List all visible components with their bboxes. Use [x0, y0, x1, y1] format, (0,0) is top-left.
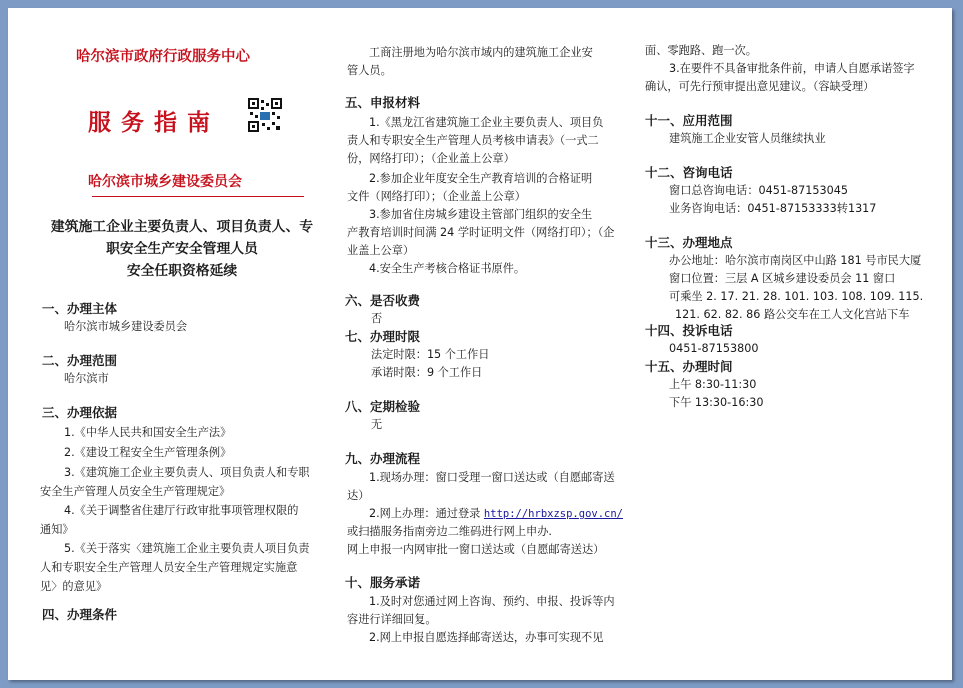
section-text: 管人员。 — [347, 64, 392, 77]
online-process-label: 2.网上办理：通过登录 — [369, 507, 484, 520]
section-heading: 五、申报材料 — [345, 95, 421, 110]
online-service-link[interactable]: http://hrbxzsp.gov.cn/ — [483, 508, 623, 520]
process-item: 网上申报一内网审批一窗口送达或（自愿邮寄送达） — [347, 543, 605, 556]
promise-item: 面、零跑路、跑一次。 — [645, 44, 757, 57]
column-right — [645, 8, 945, 680]
column-left — [36, 8, 328, 680]
section-text: 无 — [371, 418, 383, 431]
phone-line: 0451-87153800 — [669, 342, 759, 355]
material-item: 4.安全生产考核合格证书原件。 — [369, 262, 526, 275]
column-middle — [341, 8, 633, 680]
section-heading: 九、办理流程 — [345, 451, 421, 466]
section-heading: 一、办理主体 — [42, 301, 118, 316]
material-item: 1.《黑龙江省建筑施工企业主要负责人、项目负 — [369, 116, 604, 129]
basis-item: 人和专职安全生产管理人员安全生产管理规定实施意 — [40, 561, 298, 574]
address-line: 办公地址：哈尔滨市南岗区中山路 181 号市民大厦 — [669, 254, 922, 267]
section-text: 建筑施工企业安管人员继续执业 — [669, 132, 826, 145]
section-text: 工商注册地为哈尔滨市域内的建筑施工企业安 — [369, 46, 593, 59]
red-divider — [92, 196, 304, 197]
document-title-line-3: 安全任职资格延续 — [126, 263, 238, 279]
material-item: 业盖上公章） — [347, 244, 415, 257]
basis-item: 1.《中华人民共和国安全生产法》 — [64, 426, 232, 439]
section-heading: 四、办理条件 — [42, 607, 118, 622]
document-page — [8, 8, 952, 680]
org-name: 哈尔滨市政府行政服务中心 — [76, 48, 250, 65]
phone-line: 业务咨询电话：0451-87153333转1317 — [669, 202, 877, 215]
section-text: 承诺时限：9 个工作日 — [371, 366, 483, 379]
material-item: 文件（网络打印）；（企业盖上公章） — [347, 190, 526, 203]
process-item: 或扫描服务指南旁边二维码进行网上申办. — [347, 525, 552, 538]
material-item: 责人和专职安全生产管理人员考核申请表》（一式二 — [347, 134, 599, 147]
process-item — [369, 505, 623, 523]
section-text: 否 — [371, 312, 383, 325]
section-text: 法定时限：15 个工作日 — [371, 348, 490, 361]
section-heading: 十三、办理地点 — [645, 235, 733, 250]
section-heading: 十、服务承诺 — [345, 575, 421, 590]
section-heading: 七、办理时限 — [345, 329, 421, 344]
section-heading: 十二、咨询电话 — [645, 165, 733, 180]
process-item: 1.现场办理：窗口受理一窗口送达或（自愿邮寄送 — [369, 471, 615, 484]
basis-item: 见〉的意见》 — [40, 580, 108, 593]
document-title-line-2: 职安全生产安全管理人员 — [106, 241, 258, 257]
phone-line: 窗口总咨询电话：0451-87153045 — [669, 184, 848, 197]
basis-item: 3.《建筑施工企业主要负责人、项目负责人和专职 — [64, 466, 310, 479]
qr-code-icon[interactable] — [248, 98, 282, 132]
material-item: 产教育培训时间满 24 学时证明文件（网络打印）；（企 — [347, 226, 615, 239]
section-heading: 二、办理范围 — [42, 353, 118, 368]
promise-item: 1.及时对您通过网上咨询、预约、申报、投诉等内 — [369, 595, 615, 608]
section-heading: 十一、应用范围 — [645, 113, 733, 128]
section-heading: 六、是否收费 — [345, 293, 421, 308]
section-heading: 三、办理依据 — [42, 405, 118, 420]
basis-item: 5.《关于落实〈建筑施工企业主要负责人项目负责 — [64, 542, 310, 555]
basis-item: 通知》 — [40, 523, 74, 536]
address-line: 可乘坐 2. 17. 21. 28. 101. 103. 108. 109. 115. — [669, 290, 924, 303]
material-item: 份，网络打印）；（企业盖上公章） — [347, 152, 515, 165]
promise-item: 2.网上申报自愿选择邮寄送达，办事可实现不见 — [369, 631, 604, 644]
document-title-line-1: 建筑施工企业主要负责人、项目负责人、专 — [50, 219, 314, 235]
promise-item: 3.在要件不具备审批条件前，申请人自愿承诺签字 — [669, 62, 915, 75]
service-guide-title: 服务指南 — [88, 109, 220, 136]
material-item: 3.参加省住房城乡建设主管部门组织的安全生 — [369, 208, 593, 221]
promise-item: 容进行详细回复。 — [347, 613, 437, 626]
material-item: 2.参加企业年度安全生产教育培训的合格证明 — [369, 172, 593, 185]
basis-item: 4.《关于调整省住建厅行政审批事项管理权限的 — [64, 504, 299, 517]
section-text: 哈尔滨市 — [64, 372, 109, 385]
address-line: 窗口位置：三层 A 区城乡建设委员会 11 窗口 — [669, 272, 896, 285]
committee-name: 哈尔滨市城乡建设委员会 — [88, 174, 242, 190]
address-line: 121. 62. 82. 86 路公交车在工人文化宫站下车 — [675, 308, 910, 321]
promise-item: 确认，可先行预审提出意见建议。（容缺受理） — [645, 80, 875, 93]
section-text: 哈尔滨市城乡建设委员会 — [64, 320, 188, 333]
hours-line: 下午 13:30-16:30 — [669, 396, 764, 409]
process-item: 达） — [347, 489, 370, 502]
section-heading: 八、定期检验 — [345, 399, 421, 414]
section-heading: 十五、办理时间 — [645, 359, 733, 374]
basis-item: 2.《建设工程安全生产管理条例》 — [64, 446, 232, 459]
basis-item: 安全生产管理人员安全生产管理规定》 — [40, 485, 231, 498]
hours-line: 上午 8:30-11:30 — [669, 378, 757, 391]
section-heading: 十四、投诉电话 — [645, 323, 733, 338]
